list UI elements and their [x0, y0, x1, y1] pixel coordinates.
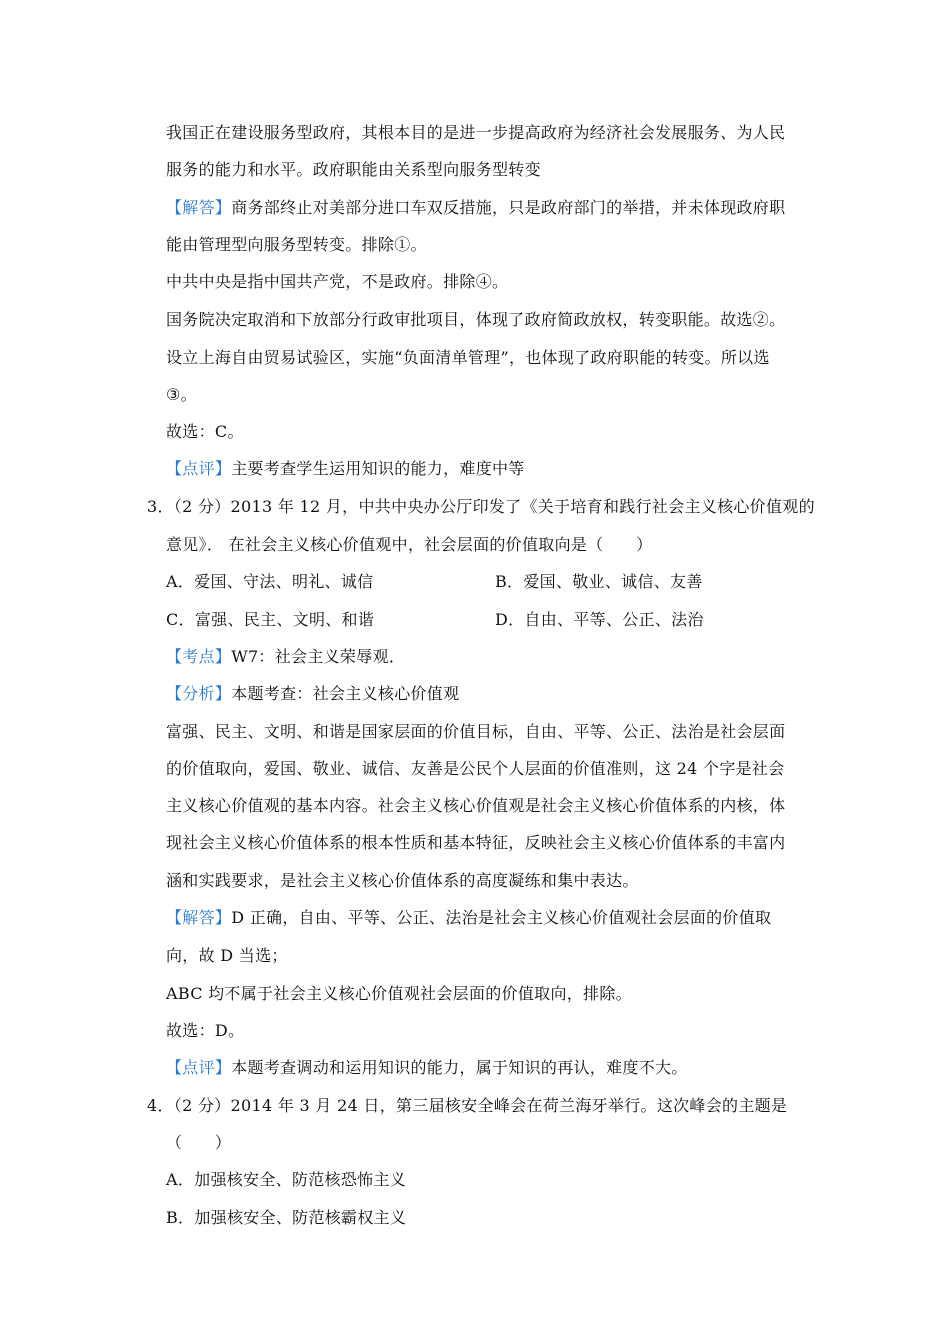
q2-review-text: 主要考查学生运用知识的能力，难度中等	[231, 459, 525, 478]
q2-analysis-line-2: 服务的能力和水平。政府职能由关系型向服务型转变	[166, 160, 541, 179]
q2-answer-line-6: ③。	[166, 385, 197, 404]
analysis-tag: 【分析】	[166, 684, 232, 703]
q3-analysis-first: 本题考查：社会主义核心价值观	[231, 684, 460, 703]
q4-stem-line-2: （ ）	[166, 1133, 232, 1152]
answer-tag: 【解答】	[166, 908, 232, 927]
answer-tag: 【解答】	[166, 198, 232, 217]
q3-kaodian-text: W7：社会主义荣辱观．	[231, 647, 406, 666]
q3-option-a: A．爱国、守法、明礼、诚信	[166, 572, 374, 591]
q2-review-line	[166, 458, 525, 480]
q3-analysis-line-1	[166, 683, 459, 705]
review-tag: 【点评】	[166, 1058, 232, 1077]
q3-answer-line-3: ABC 均不属于社会主义核心价值观社会层面的价值取向，排除。	[166, 984, 632, 1003]
q3-analysis-line-5: 现社会主义核心价值体系的根本性质和基本特征，反映社会主义核心价值体系的丰富内	[166, 833, 786, 852]
q3-stem-line-2: 意见》． 在社会主义核心价值观中，社会层面的价值取向是（ ）	[166, 535, 653, 554]
q4-stem-line-1: 4．（2 分）2014 年 3 月 24 日，第三届核安全峰会在荷兰海牙举行。这次峰会的主题是	[147, 1096, 788, 1115]
q2-answer-line-1	[166, 197, 785, 219]
q3-answer-line-2: 向，故 D 当选；	[166, 946, 288, 965]
q2-answer-line-7: 故选：C。	[166, 422, 244, 441]
q3-analysis-line-4: 主义核心价值观的基本内容。社会主义核心价值观是社会主义核心价值体系的内核，体	[166, 796, 786, 815]
q4-option-a: A．加强核安全、防范核恐怖主义	[166, 1170, 407, 1189]
q3-answer-line-4: 故选：D。	[166, 1021, 245, 1040]
q2-analysis-line-1: 我国正在建设服务型政府，其根本目的是进一步提高政府为经济社会发展服务、为人民	[166, 123, 786, 142]
q2-answer-line-3: 中共中央是指中国共产党，不是政府。排除④。	[166, 272, 509, 291]
q3-review-text: 本题考查调动和运用知识的能力，属于知识的再认，难度不大。	[231, 1058, 688, 1077]
q3-review-line	[166, 1057, 688, 1079]
q4-option-b: B．加强核安全、防范核霸权主义	[166, 1208, 407, 1227]
q3-answer-first: D 正确，自由、平等、公正、法治是社会主义核心价值观社会层面的价值取	[231, 908, 772, 927]
q3-analysis-line-6: 涵和实践要求，是社会主义核心价值体系的高度凝练和集中表达。	[166, 871, 639, 890]
q2-answer-line-5: 设立上海自由贸易试验区，实施“负面清单管理”，也体现了政府职能的转变。所以选	[166, 348, 770, 367]
q2-answer-line-2: 能由管理型向服务型转变。排除①。	[166, 235, 427, 254]
q3-option-c: C．富强、民主、文明、和谐	[166, 610, 375, 629]
q2-answer-text: 商务部终止对美部分进口车双反措施，只是政府部门的举措，并未体现政府职	[231, 198, 786, 217]
q3-answer-line-1	[166, 907, 771, 929]
q3-analysis-line-2: 富强、民主、文明、和谐是国家层面的价值目标，自由、平等、公正、法治是社会层面	[166, 722, 786, 741]
q3-analysis-line-3: 的价值取向，爱国、敬业、诚信、友善是公民个人层面的价值准则，这 24 个字是社会	[166, 759, 785, 778]
q2-answer-line-4: 国务院决定取消和下放部分行政审批项目，体现了政府简政放权，转变职能。故选②。	[166, 310, 786, 329]
q3-stem-line-1: 3．（2 分）2013 年 12 月，中共中央办公厅印发了《关于培育和践行社会主义核心价值观的	[147, 497, 815, 516]
kaodian-tag: 【考点】	[166, 647, 232, 666]
review-tag: 【点评】	[166, 459, 232, 478]
q3-option-d: D．自由、平等、公正、法治	[495, 610, 704, 629]
q3-kaodian-line	[166, 646, 405, 668]
q3-option-b: B．爱国、敬业、诚信、友善	[495, 572, 703, 591]
